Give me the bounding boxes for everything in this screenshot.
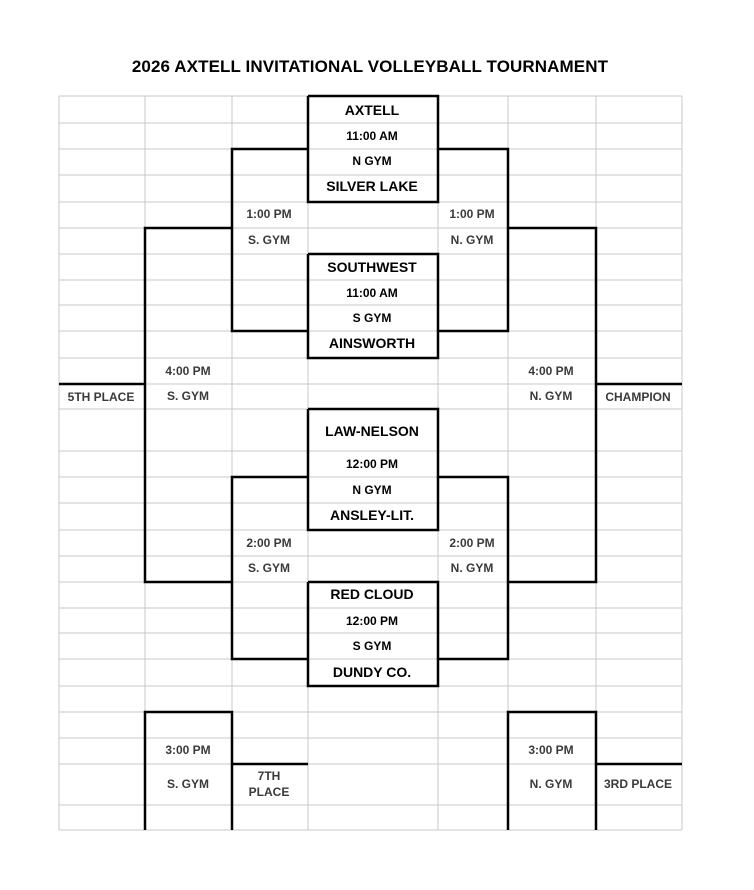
seventh-place-label: PLACE — [248, 785, 290, 799]
placement-left — [165, 743, 289, 799]
match-time: 3:00 PM — [165, 743, 211, 757]
team-label: RED CLOUD — [330, 586, 414, 602]
match-time: 1:00 PM — [246, 207, 292, 221]
match-time: 11:00 AM — [346, 286, 398, 300]
match-gym: N GYM — [352, 483, 392, 497]
team-label: SILVER LAKE — [326, 178, 418, 194]
match-gym: N GYM — [352, 154, 392, 168]
match-gym: S GYM — [352, 311, 392, 325]
page-title: 2026 AXTELL INVITATIONAL VOLLEYBALL TOURNAMENT — [131, 57, 609, 76]
match-time: 11:00 AM — [346, 129, 398, 143]
team-label: DUNDY CO. — [332, 664, 412, 680]
match-1 — [326, 102, 418, 194]
match-time: 12:00 PM — [345, 614, 399, 628]
match-3 — [325, 423, 419, 523]
match-time: 4:00 PM — [528, 364, 574, 378]
match-gym: N. GYM — [450, 561, 494, 575]
team-label: AINSWORTH — [328, 335, 416, 351]
team-label: ANSLEY-LIT. — [329, 507, 415, 523]
team-label: SOUTHWEST — [327, 259, 417, 275]
fifth-place-label: 5TH PLACE — [67, 390, 135, 404]
second-round-left-top — [246, 207, 291, 247]
seventh-place-label: 7TH — [257, 769, 281, 783]
match-time: 12:00 PM — [345, 457, 399, 471]
match-gym: S. GYM — [247, 233, 291, 247]
team-label: AXTELL — [344, 102, 400, 118]
team-label: LAW-NELSON — [325, 423, 419, 439]
match-gym: S. GYM — [166, 777, 210, 791]
match-time: 2:00 PM — [246, 536, 292, 550]
match-gym: N. GYM — [450, 233, 494, 247]
match-gym: N. GYM — [529, 389, 573, 403]
match-time: 3:00 PM — [528, 743, 574, 757]
match-gym: S. GYM — [166, 389, 210, 403]
match-gym: S GYM — [352, 639, 392, 653]
match-gym: N. GYM — [529, 777, 573, 791]
placement-right — [528, 743, 672, 791]
third-place-label: 3RD PLACE — [603, 777, 673, 791]
match-gym: S. GYM — [247, 561, 291, 575]
match-time: 1:00 PM — [449, 207, 495, 221]
champion-label: CHAMPION — [605, 390, 671, 404]
second-round-right-top — [449, 207, 494, 247]
match-time: 2:00 PM — [449, 536, 495, 550]
match-time: 4:00 PM — [165, 364, 211, 378]
